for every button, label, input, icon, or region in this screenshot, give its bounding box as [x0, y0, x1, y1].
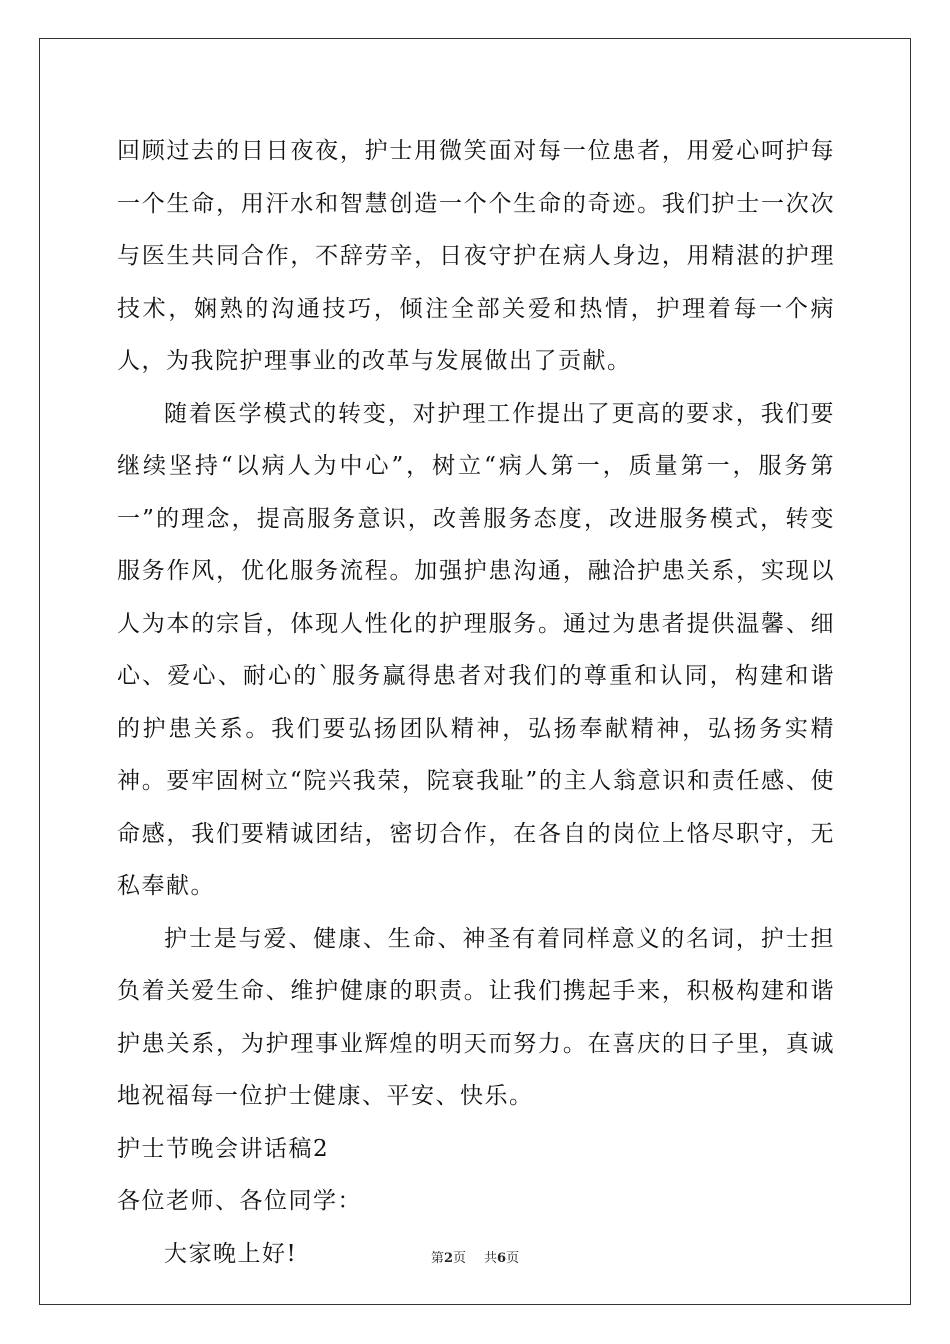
greeting: 大家晚上好!: [164, 1240, 298, 1267]
document-body: [117, 125, 835, 1280]
total-prefix: 共: [484, 1251, 498, 1266]
paragraph-nurse-meaning: 护士是与爱、健康、生命、神圣有着同样意义的名词，护士担负着关爱生命、维护健康的职责。让我们携起手来，积极构建和谐护患关系，为护理事业辉煌的明天而努力。在喜庆的日子里，真诚地祝福每一位护士健康、平安、快乐。: [117, 925, 835, 1109]
page-prefix: 第: [430, 1251, 444, 1266]
paragraph-retrospect: 回顾过去的日日夜夜，护士用微笑面对每一位患者，用爱心呵护每一个生命，用汗水和智慧创造一个个生命的奇迹。我们护士一次次与医生共同合作，不辞劳辛，日夜守护在病人身边，用精湛的护理技术，娴熟的沟通技巧，倾注全部关爱和热情，护理着每一个病人，为我院护理事业的改革与发展做出了贡献。: [117, 138, 835, 374]
total-suffix: 页: [506, 1251, 520, 1266]
section-title: 护士节晚会讲话稿2: [117, 1135, 330, 1162]
page-suffix: 页: [452, 1251, 466, 1266]
total-pages: 6: [497, 1251, 507, 1266]
salutation: 各位老师、各位同学：: [117, 1188, 362, 1214]
paragraph-medical-model: 随着医学模式的转变，对护理工作提出了更高的要求，我们要继续坚持“以病人为中心”，树立“病人第一，质量第一，服务第一”的理念，提高服务意识，改善服务态度，改进服务模式，转变服务作风，优化服务流程。加强护患沟通，融洽护患关系，实现以人为本的宗旨，体现人性化的护理服务。通过为患者提供温馨、细心、爱心、耐心的`服务赢得患者对我们的尊重和认同，构建和谐的护患关系。我们要弘扬团队精神，弘扬奉献精神，弘扬务实精神。要牢固树立“院兴我荣，院衰我耻”的主人翁意识和责任感、使命感，我们要精诚团结，密切合作，在各自的岗位上恪尽职守，无私奉献。: [117, 400, 835, 899]
page-number: 2: [443, 1251, 453, 1266]
page-footer: [0, 1247, 950, 1266]
